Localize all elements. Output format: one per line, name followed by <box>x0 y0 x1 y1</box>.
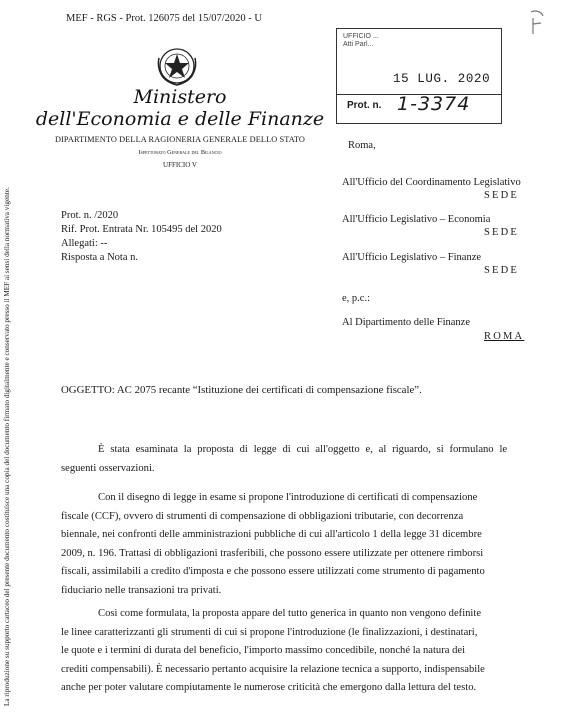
paragraph-line: crediti compensabili). È necessario pertanto acquisire la relazione tecnica a supporto, indispensabile <box>61 663 485 675</box>
inspectorate-name: Ispettorato Generale del Bilancio <box>138 149 222 156</box>
ref-risposta: Risposta a Nota n. <box>61 252 138 263</box>
recipient-name: All'Ufficio Legislativo – Economia <box>342 214 491 225</box>
recipient-place: SEDE <box>484 190 520 201</box>
ref-rif: Rif. Prot. Entrata Nr. 105495 del 2020 <box>61 224 222 235</box>
paragraph-line: anche per poter valutare compiutamente le numerose criticità che emergono dalla lettura del testo. <box>61 682 477 693</box>
paragraph-line: 2009, n. 196. Trattasi di obbligazioni trasferibili, che possono essere utilizzate per ottenere rimborsi <box>61 547 484 559</box>
paragraph-3 <box>61 605 527 698</box>
office-name: UFFICIO V <box>163 161 197 169</box>
recipient-place: SEDE <box>484 265 520 276</box>
place-date: Roma, <box>348 140 376 151</box>
stamp-date: 15 LUG. 2020 <box>393 72 491 86</box>
ref-allegati: Allegati: -- <box>61 238 108 249</box>
cc-recipient-name: Al Dipartimento delle Finanze <box>342 317 471 328</box>
stamp-prot-label: Prot. n. <box>347 100 382 111</box>
ministry-title-line2: dell'Economia e delle Finanze <box>35 108 325 130</box>
stamp-header: UFFICIO ... Atti Parl... <box>343 33 379 48</box>
cc-label: e, p.c.: <box>342 293 370 304</box>
paragraph-line: Così come formulata, la proposta appare del tutto generica in quanto non vengono definite <box>98 608 482 619</box>
recipient-name: All'Ufficio del Coordinamento Legislativo <box>342 177 521 188</box>
paragraph-line: fiscale (CCF), ovvero di strumenti di compensazione di obbligazioni tributarie, con decorrenza <box>61 510 464 522</box>
ref-prot: Prot. n. /2020 <box>61 210 119 221</box>
cc-recipient-place: ROMA <box>484 331 525 342</box>
ministry-title-line1: Ministero <box>133 86 227 108</box>
paragraph-line: fiduciario nelle transazioni tra privati. <box>61 584 222 596</box>
subject-line: OGGETTO: AC 2075 recante “Istituzione dei certificati di compensazione fiscale”. <box>61 384 422 396</box>
legal-side-note: La riproduzione su supporto cartaceo del presente documento costituisce una copia del documento firmato digitalmente e conservato presso il MEF ai sensi della normativa vigente. <box>3 187 11 706</box>
department-name: DIPARTIMENTO DELLA RAGIONERIA GENERALE DELLO STATO <box>54 135 306 144</box>
paragraph-1 <box>61 441 527 478</box>
recipient-name: All'Ufficio Legislativo – Finanze <box>342 252 482 263</box>
protocol-stamp <box>336 28 502 124</box>
republic-emblem <box>155 44 199 88</box>
paragraph-line: le quote e i termini di durata del beneficio, l'importo massimo concedibile, nonché la natura dei <box>61 645 466 656</box>
recipient-place: SEDE <box>484 227 520 238</box>
stamp-prot-number: 1-3374 <box>397 93 471 115</box>
paragraph-line: Con il disegno di legge in esame si propone l'introduzione di certificati di compensazione <box>98 492 478 503</box>
paragraph-line: fiscali, assimilabili a credito d'imposta e che possono essere utilizzati come strumento di pagamento <box>61 566 485 577</box>
paragraph-line: le linee caratterizzanti gli strumenti di cui si propone l'introduzione (le finalizzazioni, i destinatari, <box>61 626 478 638</box>
handwritten-mark <box>527 8 549 38</box>
paragraph-2 <box>61 489 527 600</box>
paragraph-line: biennale, nei confronti delle amministrazioni pubbliche di cui all'articolo 1 della legge 31 dicembre <box>61 529 482 540</box>
protocol-header: MEF - RGS - Prot. 126075 del 15/07/2020 - U <box>66 13 263 24</box>
paragraph-line: seguenti osservazioni. <box>61 462 155 474</box>
paragraph-line: È stata esaminata la proposta di legge di cui all'oggetto e, al riguardo, si formulano le <box>98 444 508 455</box>
